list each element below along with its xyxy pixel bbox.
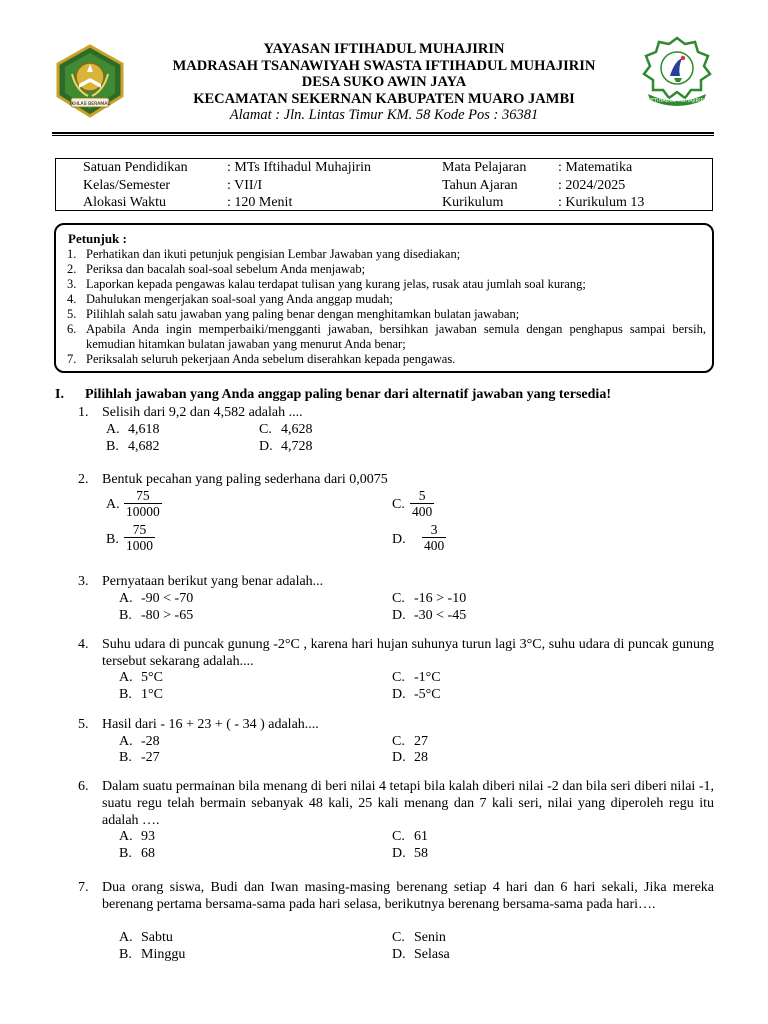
option-a: A. -28 <box>119 734 160 749</box>
fraction: $\frac{3}{400}$ <box>424 522 445 553</box>
option-d: D. 58 <box>392 846 428 861</box>
option-a: A. 93 <box>119 829 155 844</box>
question-2 <box>78 471 714 488</box>
option-b: B. 4,682 <box>106 439 160 454</box>
option-c: C. Senin <box>392 930 446 945</box>
fraction: $\frac{5}{400}$ <box>412 488 433 519</box>
option-c: C. <box>392 497 405 512</box>
school-header <box>0 41 768 124</box>
option-a: A. -90 < -70 <box>119 591 194 606</box>
question-number: 6. <box>78 779 89 794</box>
option-b: B. -80 > -65 <box>119 608 194 623</box>
instruction-item: 1. Perhatikan dan ikuti petunjuk pengisian Lembar Jawaban yang disediakan; <box>67 247 461 261</box>
option-b: B. -27 <box>119 750 160 765</box>
question-1 <box>78 404 714 421</box>
info-label: Alokasi Waktu <box>83 195 166 210</box>
info-value: : VII/I <box>227 178 263 193</box>
exam-info-box <box>55 158 713 211</box>
option-a: A. <box>106 497 120 512</box>
header-district: KECAMATAN SEKERNAN KABUPATEN MUARO JAMBI <box>193 90 575 107</box>
info-value: : 2024/2025 <box>558 178 626 193</box>
question-stem: Dalam suatu permainan bila menang di beri nilai 4 tetapi bila kalah diberi nilai -2 dan bila seri diberi nilai -1, suatu regu telah bermain sebanyak 48 kali, 25 kali menang dan 7 kali seri, nilai yang diperoleh regu itu adalah …. <box>102 779 714 828</box>
instruction-item: 2. Periksa dan bacalah soal-soal sebelum Anda menjawab; <box>67 262 366 276</box>
option-a: A. Sabtu <box>119 930 173 945</box>
option-c: C. -16 > -10 <box>392 591 467 606</box>
instructions-list <box>56 247 706 367</box>
header-school-name: MADRASAH TSANAWIYAH SWASTA IFTIHADUL MUHAJIRIN <box>172 57 596 74</box>
fraction: $\frac{75}{10000}$ <box>126 488 160 519</box>
question-7 <box>78 879 714 913</box>
option-c: C. 27 <box>392 734 428 749</box>
option-d: D. 28 <box>392 750 428 765</box>
option-c: C. -1°C <box>392 670 441 685</box>
question-number: 5. <box>78 717 89 732</box>
info-label: Satuan Pendidikan <box>83 160 188 175</box>
info-value: : MTs Iftihadul Muhajirin <box>227 160 372 175</box>
question-number: 1. <box>78 405 89 420</box>
header-divider-thin <box>52 135 714 136</box>
info-value: : Matematika <box>558 160 633 175</box>
option-b: B. Minggu <box>119 947 186 962</box>
question-stem: Suhu udara di puncak gunung -2°C , karena hari hujan suhunya turun lagi 3°C, suhu udara di puncak gunung tersebut sekarang adalah.... <box>102 637 714 669</box>
option-a: A. 5°C <box>119 670 163 685</box>
info-label: Mata Pelajaran <box>442 160 527 175</box>
logo-left-text: IKHLAS BERAMAL <box>70 102 110 107</box>
info-label: Kelas/Semester <box>83 178 171 193</box>
option-d: D. -30 < -45 <box>392 608 467 623</box>
option-b: B. 1°C <box>119 687 163 702</box>
question-number: 2. <box>78 472 89 487</box>
option-a: A. 4,618 <box>106 422 160 437</box>
question-number: 4. <box>78 637 89 652</box>
instructions-box <box>54 223 714 373</box>
logo-right-text: IFTIHADUL MUHAJIRIN <box>649 98 705 104</box>
question-stem: Dua orang siswa, Budi dan Iwan masing-masing berenang setiap 4 hari dan 6 hari sekali, Jika mereka berenang pertama bersama-sama pada hari selasa, berikutnya berenang bersama-sama pada hari…. <box>102 880 714 912</box>
question-3 <box>78 573 714 590</box>
instructions-title: Petunjuk : <box>68 231 127 246</box>
instruction-item: 4. Dahulukan mengerjakan soal-soal yang Anda anggap mudah; <box>67 292 393 306</box>
section-title: Pilihlah jawaban yang Anda anggap paling benar dari alternatif jawaban yang tersedia! <box>85 387 611 402</box>
question-number: 3. <box>78 574 89 589</box>
option-d: D. Selasa <box>392 947 450 962</box>
question-stem: Hasil dari - 16 + 23 + ( - 34 ) adalah.... <box>102 717 319 732</box>
fraction: $\frac{75}{1000}$ <box>126 522 153 553</box>
question-stem: Selisih dari 9,2 dan 4,582 adalah .... <box>102 405 303 420</box>
option-c: C. 4,628 <box>259 422 313 437</box>
question-6 <box>78 778 714 829</box>
instruction-item: 7. Periksalah seluruh pekerjaan Anda sebelum diserahkan kepada pengawas. <box>67 352 456 366</box>
info-value: : Kurikulum 13 <box>558 195 645 210</box>
info-value: : 120 Menit <box>227 195 293 210</box>
section-number: I. <box>55 387 64 402</box>
question-5 <box>78 716 714 733</box>
info-label: Kurikulum <box>442 195 504 210</box>
option-d: D. -5°C <box>392 687 441 702</box>
instruction-item: 6. Apabila Anda ingin memperbaiki/mengganti jawaban, bersihkan jawaban semula dengan penghapus sampai bersih, kemudian hitamkan bulatan jawaban yang menurut Anda benar; <box>67 322 706 351</box>
header-address: Alamat : Jln. Lintas Timur KM. 58 Kode Pos : 36381 <box>229 107 539 123</box>
question-4 <box>78 636 714 670</box>
instruction-item: 5. Pilihlah salah satu jawaban yang paling benar dengan menghitamkan bulatan jawaban; <box>67 307 520 321</box>
option-d: D. <box>392 532 406 547</box>
header-foundation: YAYASAN IFTIHADUL MUHAJIRIN <box>263 41 505 57</box>
instruction-item: 3. Laporkan kepada pengawas kalau terdapat tulisan yang kurang jelas, rusak atau jumlah soal kurang; <box>67 277 586 291</box>
option-c: C. 61 <box>392 829 428 844</box>
header-village: DESA SUKO AWIN JAYA <box>301 74 467 90</box>
option-d: D. 4,728 <box>259 439 313 454</box>
question-stem: Pernyataan berikut yang benar adalah... <box>102 574 324 589</box>
question-stem: Bentuk pecahan yang paling sederhana dari 0,0075 <box>102 472 388 487</box>
option-b: B. 68 <box>119 846 155 861</box>
header-divider <box>52 132 714 134</box>
info-label: Tahun Ajaran <box>442 178 518 193</box>
question-number: 7. <box>78 880 89 895</box>
option-b: B. <box>106 532 119 547</box>
